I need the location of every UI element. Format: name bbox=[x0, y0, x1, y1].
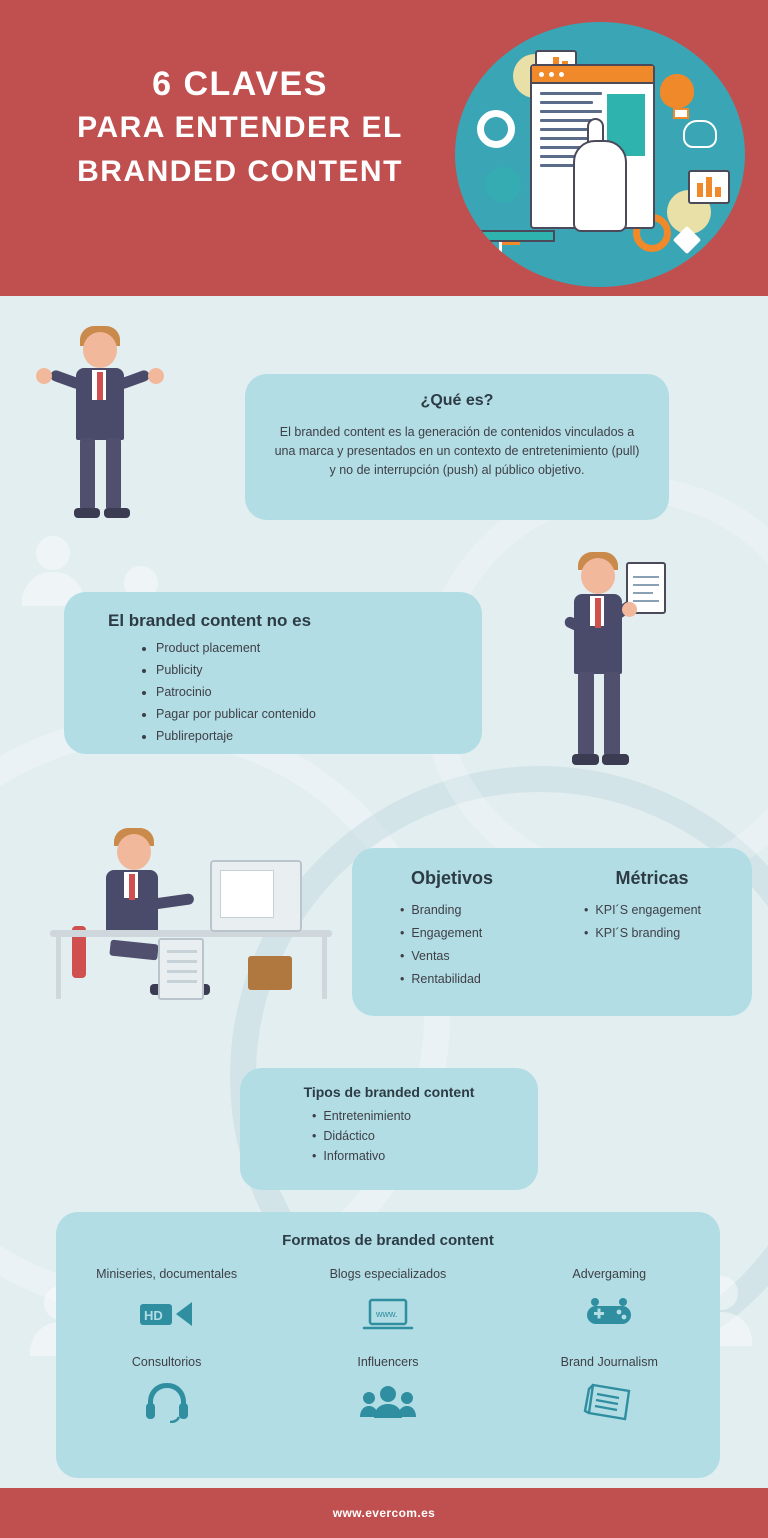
bar-chart-icon-2 bbox=[688, 170, 730, 204]
header-banner bbox=[0, 0, 768, 296]
formato-label: Miniseries, documentales bbox=[96, 1267, 238, 1281]
illustration-person-at-desk bbox=[50, 818, 350, 1018]
hd-video-icon bbox=[56, 1291, 277, 1337]
people-group-icon bbox=[277, 1379, 498, 1425]
brain-icon bbox=[683, 120, 717, 148]
decor-circle-teal bbox=[485, 167, 521, 203]
column-objetivos bbox=[352, 868, 552, 1016]
formato-label: Influencers bbox=[357, 1355, 419, 1369]
metricas-list bbox=[552, 899, 752, 945]
title-line-2: PARA ENTENDER EL bbox=[77, 111, 403, 144]
newspaper-icon bbox=[499, 1379, 720, 1425]
list-item: • Product placement bbox=[156, 637, 482, 659]
objetivos-list bbox=[352, 899, 552, 991]
column-metricas bbox=[552, 868, 752, 1016]
objetivos-title: Objetivos bbox=[410, 868, 494, 888]
list-item: • Publicity bbox=[156, 659, 482, 681]
list-item: • Ventas bbox=[400, 945, 552, 968]
page-title bbox=[40, 62, 440, 194]
card-tipos-title: Tipos de branded content bbox=[303, 1084, 475, 1100]
metricas-title: Métricas bbox=[615, 868, 689, 888]
list-item: • Branding bbox=[400, 899, 552, 922]
briefcase-icon bbox=[248, 956, 292, 990]
card-tipos-list bbox=[240, 1106, 538, 1166]
card-no-es-list bbox=[64, 637, 482, 747]
formato-item bbox=[56, 1355, 277, 1425]
card-formatos-title: Formatos de branded content bbox=[282, 1232, 494, 1249]
card-que-es-body: El branded content es la generación de contenidos vinculados a una marca y presentados en un contexto de entretenimiento (pull) y no de interrupción (push) al público objetivo. bbox=[274, 425, 640, 477]
footer-url[interactable]: www.evercom.es bbox=[332, 1506, 436, 1520]
formato-item bbox=[277, 1355, 498, 1425]
list-item: • Informativo bbox=[312, 1146, 538, 1166]
formatos-grid bbox=[56, 1267, 720, 1443]
gamepad-icon bbox=[499, 1291, 720, 1337]
header-illustration bbox=[455, 22, 745, 287]
list-item: • KPI´S engagement bbox=[584, 899, 752, 922]
formato-item bbox=[56, 1267, 277, 1337]
title-line-3: BRANDED CONTENT bbox=[77, 155, 403, 188]
monitor-screen bbox=[220, 870, 274, 918]
window-base bbox=[481, 230, 555, 242]
browser-title-bar bbox=[532, 66, 653, 84]
computer-tower-icon bbox=[158, 938, 204, 1000]
card-objetivos-metricas bbox=[352, 848, 752, 1016]
footer-bar bbox=[0, 1488, 768, 1538]
card-no-es-title: El branded content no es bbox=[108, 611, 312, 630]
formato-label: Blogs especializados bbox=[329, 1267, 447, 1281]
list-item: • Didáctico bbox=[312, 1126, 538, 1146]
card-tipos bbox=[240, 1068, 538, 1190]
lightbulb-icon bbox=[660, 74, 694, 108]
monitor-illustration bbox=[210, 860, 302, 932]
card-formatos bbox=[56, 1212, 720, 1478]
card-que-es-title: ¿Qué es? bbox=[420, 392, 494, 409]
illustration-person-clipboard bbox=[560, 548, 690, 780]
list-item: • Entretenimiento bbox=[312, 1106, 538, 1126]
title-line-1: 6 CLAVES bbox=[152, 65, 328, 103]
illustration-person-shrugging bbox=[28, 322, 178, 532]
list-item: • Publireportaje bbox=[156, 725, 482, 747]
headset-icon bbox=[56, 1379, 277, 1425]
formato-item bbox=[499, 1355, 720, 1425]
svg-text:HD: HD bbox=[143, 1308, 163, 1323]
formato-label: Brand Journalism bbox=[560, 1355, 658, 1369]
list-item: • Engagement bbox=[400, 922, 552, 945]
hand-cursor-icon bbox=[573, 140, 627, 232]
formato-label: Consultorios bbox=[131, 1355, 202, 1369]
list-item: • KPI´S branding bbox=[584, 922, 752, 945]
svg-text:www.: www. bbox=[375, 1309, 398, 1319]
card-que-es bbox=[245, 374, 669, 520]
gear-icon bbox=[477, 110, 515, 148]
formato-item bbox=[277, 1267, 498, 1337]
formato-label: Advergaming bbox=[572, 1267, 647, 1281]
list-item: • Pagar por publicar contenido bbox=[156, 703, 482, 725]
list-item: • Patrocinio bbox=[156, 681, 482, 703]
formato-item bbox=[499, 1267, 720, 1337]
card-no-es bbox=[64, 592, 482, 754]
laptop-www-icon bbox=[277, 1291, 498, 1337]
list-item: • Rentabilidad bbox=[400, 968, 552, 991]
